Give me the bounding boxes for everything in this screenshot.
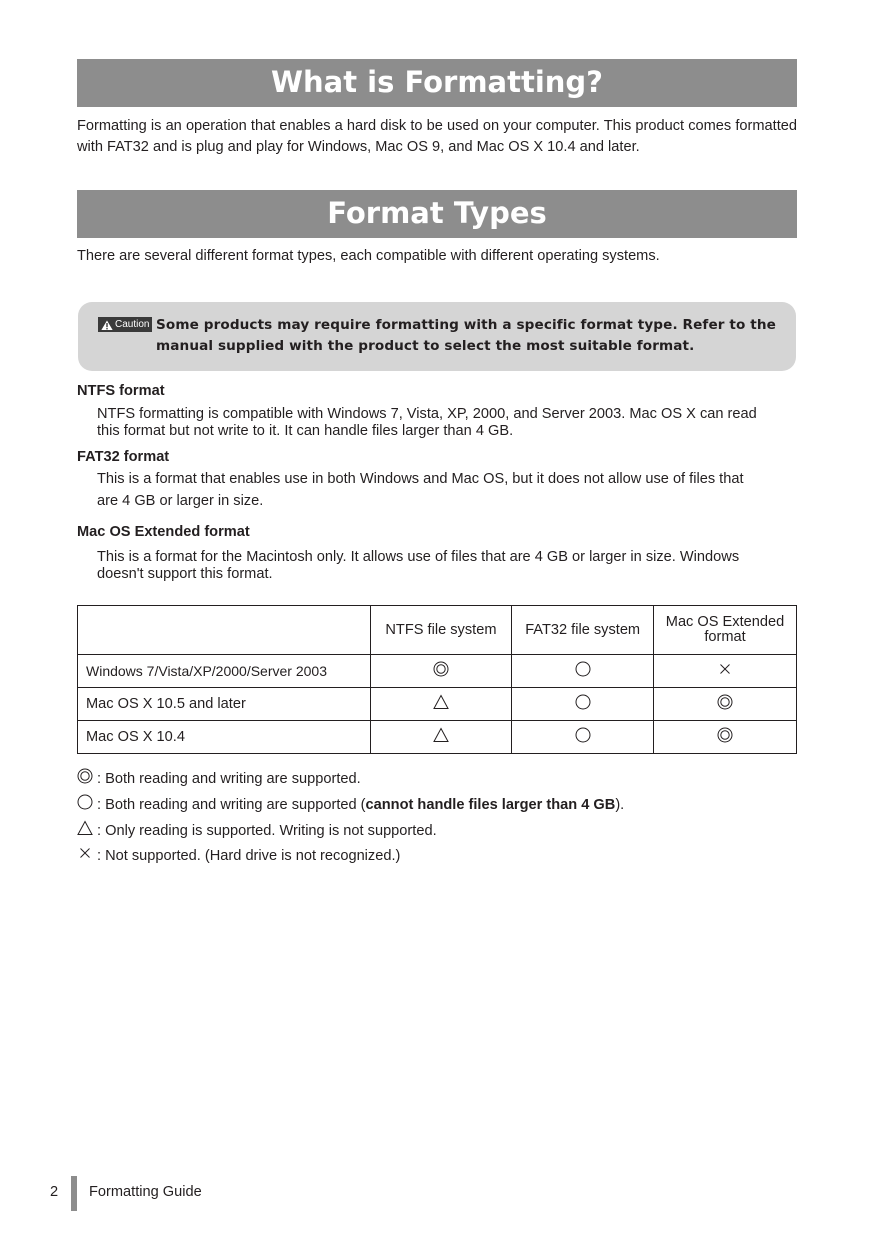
ntfs-desc-line-1: NTFS formatting is compatible with Windows 7, Vista, XP, 2000, and Server 2003. Mac OS X can read (97, 406, 757, 422)
compat-symbol-icon (717, 727, 733, 747)
caution-line-1: Some products may require formatting with a specific format type. Refer to the (156, 317, 776, 333)
compat-symbol-icon (433, 694, 449, 714)
fat32-format-description (97, 468, 797, 512)
section-title-what-is-formatting: What is Formatting? (77, 59, 797, 107)
legend-text-after: ). (615, 796, 625, 813)
compat-symbol-icon (433, 661, 449, 681)
table-cell-ntfs (370, 721, 512, 754)
table-row-label: Mac OS X 10.5 and later (78, 688, 371, 721)
formatting-description: Formatting is an operation that enables a hard disk to be used on your computer. This product comes formatted with FAT32 and is plug and play for Windows, Mac OS 9, and Mac OS X 10.4 and later. (77, 118, 797, 155)
compat-symbol-icon (575, 694, 591, 714)
caution-box (78, 302, 796, 371)
mac-os-extended-format-description (97, 549, 797, 583)
mac-os-extended-format-heading: Mac OS Extended format (77, 524, 250, 540)
legend-text-bold: cannot handle files larger than 4 GB (365, 796, 616, 813)
triangle-icon (77, 820, 93, 841)
footer-divider (71, 1176, 77, 1211)
table-cell-fat32 (512, 655, 654, 688)
legend-item-cross (77, 845, 400, 866)
fat32-desc-line-1: This is a format that enables use in both Windows and Mac OS, but it does not allow use of files that (97, 471, 744, 487)
table-row-label: Windows 7/Vista/XP/2000/Server 2003 (78, 655, 371, 688)
hfs-desc-line-2: doesn't support this format. (97, 566, 273, 582)
compat-symbol-icon (717, 694, 733, 714)
compat-symbol-icon (575, 727, 591, 747)
compatibility-table (77, 605, 797, 754)
ntfs-format-description (97, 406, 797, 440)
compat-symbol-icon (433, 727, 449, 747)
table-cell-ntfs (370, 688, 512, 721)
format-types-intro: There are several different format types, each compatible with different operating systems. (77, 248, 660, 264)
footer-title: Formatting Guide (89, 1184, 202, 1200)
table-header-mac-os-extended (654, 606, 797, 655)
table-header-row (78, 606, 797, 655)
table-cell-mac-os-extended (654, 688, 797, 721)
table-cell-ntfs (370, 655, 512, 688)
section-title-format-types: Format Types (77, 190, 797, 238)
legend-item-double-circle (77, 768, 361, 789)
page-number: 2 (50, 1184, 59, 1200)
compat-symbol-icon (717, 661, 733, 681)
legend-item-triangle (77, 820, 437, 841)
table-row (78, 655, 797, 688)
table-row (78, 721, 797, 754)
legend-item-circle (77, 794, 624, 815)
warning-triangle-icon (100, 319, 114, 331)
hfs-desc-line-1: This is a format for the Macintosh only. It allows use of files that are 4 GB or larger in size. Windows (97, 549, 740, 565)
legend-text: : Only reading is supported. Writing is not supported. (97, 822, 437, 839)
caution-badge-label: Caution (115, 319, 150, 330)
legend-text: : Both reading and writing are supported. (97, 770, 361, 787)
ntfs-desc-line-2: this format but not write to it. It can handle files larger than 4 GB. (97, 423, 514, 439)
caution-text (156, 315, 778, 357)
circle-icon (77, 794, 93, 815)
caution-badge (98, 317, 152, 332)
table-row (78, 688, 797, 721)
double-circle-icon (77, 768, 93, 789)
ntfs-format-heading: NTFS format (77, 383, 165, 399)
table-cell-mac-os-extended (654, 655, 797, 688)
table-header-mac-os-extended-label: Mac OS Extended format (665, 614, 785, 645)
table-cell-mac-os-extended (654, 721, 797, 754)
table-header-fat32: FAT32 file system (512, 606, 654, 655)
legend-text-before: : Both reading and writing are supported ( (97, 796, 366, 813)
table-cell-fat32 (512, 721, 654, 754)
table-cell-fat32 (512, 688, 654, 721)
compat-symbol-icon (575, 661, 591, 681)
cross-icon (77, 845, 93, 866)
fat32-desc-line-2: are 4 GB or larger in size. (97, 493, 264, 509)
table-row-label: Mac OS X 10.4 (78, 721, 371, 754)
caution-line-2: manual supplied with the product to select the most suitable format. (156, 338, 695, 354)
table-header-ntfs: NTFS file system (370, 606, 512, 655)
fat32-format-heading: FAT32 format (77, 449, 170, 465)
legend-text: : Not supported. (Hard drive is not recognized.) (97, 847, 401, 864)
table-header-blank (78, 606, 371, 655)
